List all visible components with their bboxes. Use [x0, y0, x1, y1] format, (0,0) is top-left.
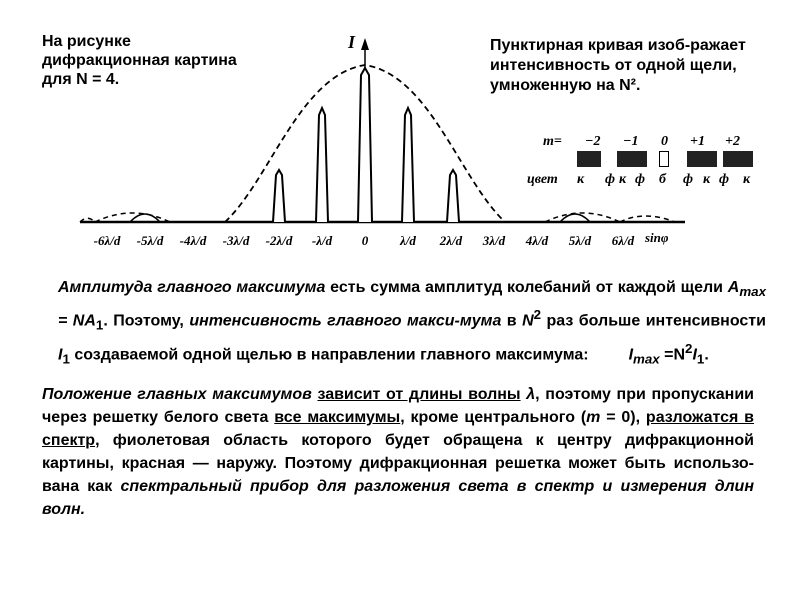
formula-var: I: [692, 346, 697, 364]
x-tick-labels: [94, 233, 635, 248]
x-tick-label: 5λ/d: [568, 233, 592, 248]
x-tick-label: 6λ/d: [611, 233, 635, 248]
central-white-band: [659, 151, 669, 167]
underlined-run: разложатся в спектр: [42, 409, 755, 449]
peak-minus1: [316, 108, 328, 222]
text-run: есть сумма амплитуд колебаний от каждой щели: [325, 279, 728, 296]
formula-var: =N: [659, 346, 686, 364]
text-run: Амплитуда главного максимума: [58, 279, 326, 296]
text-run: = 0),: [600, 409, 646, 426]
underlined-run: зависит от длины волны: [317, 386, 521, 403]
m-value: −2: [585, 134, 601, 149]
x-tick-label: -4λ/d: [179, 233, 207, 248]
text-run: , фиолетовая область которого будет обращена к центру дифракционной картины, красная — наружу. Поэтому дифракционная решетка может быть использо-вана как: [42, 432, 754, 495]
m-value: +2: [725, 134, 740, 149]
text-run: интенсивность главного макси-мума: [189, 312, 502, 330]
text-run: .: [704, 346, 709, 364]
color-letter: б: [659, 172, 666, 187]
x-tick-label: 4λ/d: [525, 233, 549, 248]
text-run: . Поэтому,: [103, 312, 190, 330]
x-tick-label: 3λ/d: [482, 233, 506, 248]
formula-sup: 2: [533, 307, 542, 323]
peak-minus2: [273, 170, 285, 222]
y-axis-label: I: [348, 32, 356, 52]
m-value: −1: [623, 134, 639, 149]
formula-sub: 1: [95, 317, 104, 333]
text-run: раз больше интенсивности: [541, 312, 766, 330]
formula-var: I: [58, 346, 63, 364]
color-letter: ф: [635, 172, 646, 187]
color-letter: к: [577, 172, 585, 187]
x-tick-label: -5λ/d: [136, 233, 164, 248]
spectrum-band: [617, 151, 647, 167]
x-tick-label: -λ/d: [311, 233, 333, 248]
peak-plus1: [402, 108, 414, 222]
x-tick-label: λ/d: [400, 233, 416, 248]
m-value: 0: [661, 134, 668, 149]
color-letter: к: [743, 172, 751, 187]
left-caption: На рисунке дифракционная картина для N = 4.: [42, 33, 237, 88]
formula-sub: 1: [696, 351, 705, 367]
color-letter: ф: [719, 172, 730, 187]
x-tick-label: 0: [361, 233, 369, 248]
formula-var: m: [586, 409, 601, 426]
x-tick-label: 2λ/d: [439, 233, 463, 248]
text-run: спектральный прибор для разложения света в спектр и измерения длин волн.: [42, 478, 754, 518]
color-label: цвет: [527, 172, 558, 187]
x-tick-label: -6λ/d: [93, 233, 121, 248]
color-letter: ф: [605, 172, 616, 187]
text-run: , кроме центрального (: [400, 409, 587, 426]
peak-0: [358, 68, 372, 222]
formula-var: N: [522, 312, 534, 330]
text-run: , поэтому при пропускании через решетку белого света: [42, 386, 754, 426]
x-axis-label: sinφ: [645, 230, 669, 245]
underlined-run: все максимумы: [274, 409, 401, 426]
x-tick-label: -3λ/d: [222, 233, 250, 248]
formula-var: I: [628, 346, 634, 364]
peak-plus2: [447, 170, 459, 222]
formula-var: = NA: [58, 312, 96, 330]
spectrum-band: [723, 151, 753, 167]
text-run: создаваемой одной щелью в направлении главного максимума:: [69, 346, 589, 364]
formula-var: A: [727, 279, 740, 296]
text-run: в: [501, 312, 523, 330]
right-caption: Пунктирная кривая изоб-ражает интенсивность от одной щели, умноженную на N².: [490, 37, 746, 94]
m-value: +1: [690, 134, 705, 149]
formula-sup: 2: [685, 340, 693, 356]
paragraph-amplitude: [58, 276, 766, 370]
y-axis-arrow: [361, 38, 369, 50]
spectrum-band: [687, 151, 717, 167]
color-letter: ф: [683, 172, 694, 187]
spectrum-legend: [525, 132, 765, 192]
spectrum-band: [577, 151, 601, 167]
formula-var: λ: [526, 386, 536, 403]
x-tick-label: -2λ/d: [265, 233, 293, 248]
m-label: m=: [543, 134, 562, 149]
paragraph-positions: [42, 383, 754, 521]
color-letter: к: [703, 172, 711, 187]
formula-sub: 1: [62, 351, 70, 367]
formula-sub: max: [739, 284, 767, 300]
text-run: Положение главных максимумов: [42, 386, 312, 403]
color-letter: к: [619, 172, 627, 187]
formula-sub: max: [633, 351, 660, 367]
